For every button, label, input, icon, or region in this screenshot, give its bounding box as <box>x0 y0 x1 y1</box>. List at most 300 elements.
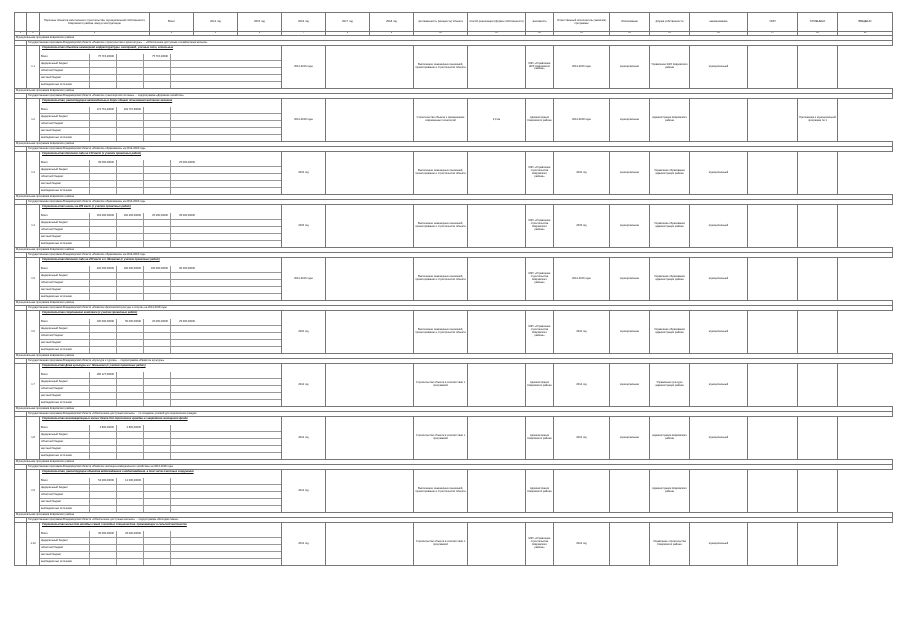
financing-value <box>143 393 170 399</box>
header-cell: наименование <box>690 13 748 32</box>
financing-value: 90 000,00000 <box>170 266 197 272</box>
financing-row <box>40 545 281 552</box>
financing-value <box>170 499 197 505</box>
table-header-row <box>15 13 893 32</box>
financing-value: 172 761,20000 <box>89 107 116 113</box>
header-cell: 2017 год <box>326 13 370 32</box>
financing-value <box>143 174 170 180</box>
financing-value <box>116 393 143 399</box>
row-index: 1.3 <box>27 152 40 195</box>
financing-row <box>40 135 281 141</box>
financing-value: 50 000,00000 <box>116 319 143 325</box>
financing-value: 25 000,00000 <box>170 160 197 166</box>
name-cell: Управление образования администрации района <box>650 258 690 301</box>
financing-value <box>143 333 170 339</box>
object-block <box>40 523 282 566</box>
financing-value <box>170 280 197 286</box>
column-number: 10 <box>414 32 468 36</box>
year-cell: 2014-2016 годы <box>282 46 326 89</box>
capacity-cell <box>468 470 526 513</box>
financing-value <box>170 227 197 233</box>
object-title: Строительство спортивного комплекса (с учетом проектных работ) <box>42 311 138 314</box>
basis-cell: 2014 год <box>554 523 610 566</box>
financing-value <box>170 400 197 406</box>
financing-value <box>89 227 116 233</box>
financing-value <box>116 54 143 60</box>
financing-value <box>116 167 143 173</box>
empty-cell <box>748 523 798 566</box>
name-cell: Администрация Ковровского района <box>650 99 690 142</box>
financing-row <box>40 485 281 492</box>
empty-cell <box>326 523 414 566</box>
financing-row <box>40 287 281 294</box>
financing-value <box>89 439 116 445</box>
header-cell: способ реализации (форма собственности) <box>468 13 526 32</box>
row-index: 1.2 <box>27 99 40 142</box>
object-row <box>15 311 893 354</box>
header-cell: протяженность (мощность) объекта <box>414 13 468 32</box>
name-cell: Управление культуры администрации района <box>650 364 690 407</box>
financing-value <box>116 75 143 81</box>
financing-value <box>170 425 197 431</box>
year-cell: 2014 год <box>282 364 326 407</box>
header-cell: форма собственности <box>650 13 690 32</box>
financing-value <box>89 241 116 247</box>
financing-value <box>116 499 143 505</box>
object-block <box>40 152 282 195</box>
financing-row <box>40 432 281 439</box>
financing-source: Всего <box>41 213 48 217</box>
financing-source: местный бюджет <box>41 552 62 556</box>
financing-row <box>40 121 281 128</box>
financing-source: областной бюджет <box>41 68 64 72</box>
document-sheet <box>14 12 892 620</box>
financing-value <box>116 400 143 406</box>
program-label: Государственная программа Владимирской области «Развитие образования» на 2014-2018 годы <box>27 147 893 152</box>
column-number: 1 <box>15 32 27 36</box>
empty-cell <box>326 258 414 301</box>
object-row <box>15 523 893 566</box>
financing-value <box>143 400 170 406</box>
financing-value <box>116 82 143 88</box>
financing-value <box>170 287 197 293</box>
financing-value <box>116 234 143 240</box>
header-cell: СМП <box>748 13 798 32</box>
capacity-cell <box>468 258 526 301</box>
financing-value <box>89 453 116 459</box>
method-cell: Строительство объекта в соответствии с программой <box>414 417 468 460</box>
financing-source: федеральный бюджет <box>41 326 68 330</box>
financing-value <box>116 340 143 346</box>
financing-source: Всего <box>41 54 48 58</box>
blank-cell <box>15 417 27 460</box>
financing-row <box>40 294 281 300</box>
row-index: 1.8 <box>27 417 40 460</box>
owner-cell: муниципальная <box>610 205 650 248</box>
capacity-cell <box>468 523 526 566</box>
column-number: 9 <box>370 32 414 36</box>
financing-source: федеральный бюджет <box>41 432 68 436</box>
financing-value <box>89 234 116 240</box>
financing-value <box>170 273 197 279</box>
object-title: Строительство детского сада на 140 мест (с учетом проектных работ) <box>42 152 142 155</box>
extra-cell <box>798 311 838 354</box>
empty-cell <box>748 470 798 513</box>
object-title: Строительство, реконструкция автомобильных дорог общего пользования местного значения <box>42 99 173 102</box>
financing-source: Всего <box>41 319 48 323</box>
basis-cell: 2016 год <box>554 152 610 195</box>
blank-cell <box>15 470 27 513</box>
header-cell: Ответственный исполнитель (заказчик) программы <box>554 13 610 32</box>
header-cell: 2018 год <box>370 13 414 32</box>
basis-cell: 2016 год <box>554 311 610 354</box>
capacity-cell <box>468 46 526 89</box>
financing-value: 163 000,00000 <box>89 213 116 219</box>
financing-value <box>89 135 116 141</box>
financing-value <box>89 538 116 544</box>
financing-source: внебюджетные источники <box>41 400 72 404</box>
financing-row <box>40 107 281 114</box>
blank-cell <box>15 205 27 248</box>
financing-value <box>89 545 116 551</box>
basis-cell: 2014-2018 годы <box>554 99 610 142</box>
extra-cell <box>798 470 838 513</box>
column-number: 5 <box>194 32 238 36</box>
financing-value <box>143 188 170 194</box>
capacity-cell <box>468 364 526 407</box>
financing-row <box>40 167 281 174</box>
financing-row <box>40 128 281 135</box>
financing-row <box>40 559 281 565</box>
financing-row <box>40 372 281 379</box>
financing-value <box>89 326 116 332</box>
blank-cell <box>15 523 27 566</box>
financing-source: областной бюджет <box>41 545 64 549</box>
financing-value <box>143 439 170 445</box>
financing-value <box>116 174 143 180</box>
financing-row <box>40 400 281 406</box>
smp-cell: муниципальный <box>690 311 748 354</box>
financing-value <box>143 531 170 537</box>
executor-cell: Администрация Ковровского района <box>526 417 554 460</box>
financing-value <box>116 294 143 300</box>
object-row <box>15 46 893 89</box>
program-label: Государственная программа Владимирской области «Развитие транспортной системы» ... подпрограмма «Дорожное хозяйство» <box>27 94 893 99</box>
financing-value <box>170 538 197 544</box>
capacity-cell <box>468 152 526 195</box>
capital-construction-table <box>14 12 893 566</box>
financing-value <box>89 446 116 452</box>
financing-source: областной бюджет <box>41 492 64 496</box>
financing-source: областной бюджет <box>41 386 64 390</box>
financing-value <box>143 425 170 431</box>
financing-value: 25 000,00000 <box>170 319 197 325</box>
financing-value <box>143 220 170 226</box>
financing-value <box>143 446 170 452</box>
financing-value <box>116 372 143 378</box>
section-label: Муниципальная программа Ковровского района <box>15 89 893 94</box>
financing-value: 4 800,00000 <box>89 425 116 431</box>
financing-value <box>116 181 143 187</box>
capacity-cell: 2,0 км <box>468 99 526 142</box>
program-label: Государственная программа Владимирской области «Развитие образования» на 2014-2018 годы <box>27 200 893 205</box>
method-cell: Строительство объекта в соответствии с программой <box>414 523 468 566</box>
financing-value <box>116 485 143 491</box>
financing-value <box>116 68 143 74</box>
financing-value <box>116 326 143 332</box>
financing-row <box>40 538 281 545</box>
name-cell: Управление строительства Ковровского района <box>650 523 690 566</box>
column-number: 17 <box>748 32 798 36</box>
financing-value <box>116 439 143 445</box>
financing-value <box>143 545 170 551</box>
financing-value <box>170 135 197 141</box>
financing-value <box>89 174 116 180</box>
financing-value <box>143 128 170 134</box>
financing-value <box>89 552 116 558</box>
financing-value: 4 800,00000 <box>116 425 143 431</box>
empty-cell <box>326 470 414 513</box>
object-title: Строительство, реконструкция объектов водоснабжения и водоотведения, в том числе очистных сооружений <box>42 470 194 473</box>
method-cell: Строительство объекта в соответствии с программой <box>414 364 468 407</box>
financing-source: внебюджетные источники <box>41 294 72 298</box>
header-cell: 2014 год <box>194 13 238 32</box>
financing-value <box>170 121 197 127</box>
financing-value <box>143 379 170 385</box>
basis-cell: 2014-2016 годы <box>554 46 610 89</box>
financing-value: 52 000,00000 <box>89 478 116 484</box>
program-label: Государственная программа Владимирской области «Обеспечение доступным жильем» ... подпрограмма «Молодая семья» <box>27 518 893 523</box>
financing-value <box>143 121 170 127</box>
financing-row <box>40 174 281 181</box>
smp-cell <box>690 470 748 513</box>
financing-value <box>170 492 197 498</box>
header-cell: ВВЕДЕНО <box>838 13 893 32</box>
basis-cell: 2014 год <box>554 417 610 460</box>
financing-value <box>143 160 170 166</box>
executor-cell: МКУ «Управление строительства Ковровского района» <box>526 205 554 248</box>
financing-value <box>170 485 197 491</box>
financing-value <box>143 478 170 484</box>
header-cell: Перечень объектов капитального строительства, муниципальной собственности Ковровского района, ввод в эксплуатацию <box>40 13 150 32</box>
financing-row <box>40 280 281 287</box>
financing-value <box>170 432 197 438</box>
extra-cell <box>798 258 838 301</box>
financing-value <box>170 453 197 459</box>
financing-source: федеральный бюджет <box>41 379 68 383</box>
financing-row <box>40 446 281 453</box>
financing-source: Всего <box>41 531 48 535</box>
financing-value: 75 715,20000 <box>143 54 170 60</box>
financing-value <box>143 340 170 346</box>
empty-cell <box>326 205 414 248</box>
owner-cell: муниципальная <box>610 99 650 142</box>
financing-value: 100 000,00000 <box>143 266 170 272</box>
extra-cell <box>798 205 838 248</box>
executor-cell: МКУ «Управление строительства Ковровского района» <box>526 152 554 195</box>
financing-source: внебюджетные источники <box>41 188 72 192</box>
blank-cell <box>15 258 27 301</box>
method-cell: Выполнение инженерных изысканий, проектирование и строительство объекта <box>414 46 468 89</box>
financing-value <box>143 492 170 498</box>
empty-cell <box>748 417 798 460</box>
financing-value <box>116 280 143 286</box>
extra-cell: Приложение к муниципальной программе № 1 <box>798 99 838 142</box>
financing-row <box>40 499 281 506</box>
object-row <box>15 258 893 301</box>
financing-value <box>143 432 170 438</box>
column-number: 2 <box>27 32 40 36</box>
section-label: Муниципальная программа Ковровского района <box>15 142 893 147</box>
financing-value <box>170 506 197 512</box>
financing-value <box>170 559 197 565</box>
empty-cell <box>326 46 414 89</box>
row-index: 1.6 <box>27 311 40 354</box>
financing-source: федеральный бюджет <box>41 273 68 277</box>
column-number: 19 <box>838 32 893 36</box>
financing-source: внебюджетные источники <box>41 559 72 563</box>
financing-value <box>89 167 116 173</box>
executor-cell: Администрация Ковровского района <box>526 99 554 142</box>
financing-row <box>40 234 281 241</box>
financing-row <box>40 220 281 227</box>
financing-value <box>143 82 170 88</box>
financing-source: местный бюджет <box>41 393 62 397</box>
financing-value <box>89 82 116 88</box>
financing-value <box>170 340 197 346</box>
financing-value <box>170 326 197 332</box>
financing-source: местный бюджет <box>41 128 62 132</box>
financing-row <box>40 241 281 247</box>
financing-value <box>89 432 116 438</box>
financing-value <box>116 333 143 339</box>
financing-value <box>143 552 170 558</box>
financing-value <box>170 372 197 378</box>
year-cell: 2014 год <box>282 417 326 460</box>
financing-value <box>116 287 143 293</box>
object-title: Строительство жилья для молодых семей и молодых специалистов, проживающих в сельской местности <box>42 523 187 526</box>
object-title: Строительство школы на 280 мест (с учетом проектных работ) <box>42 205 131 208</box>
financing-value <box>89 333 116 339</box>
financing-value <box>170 128 197 134</box>
year-cell: 2015 год <box>282 205 326 248</box>
smp-cell: муниципальный <box>690 46 748 89</box>
executor-cell: МКУ «Управление строительства Ковровского района» <box>526 523 554 566</box>
column-number: 15 <box>650 32 690 36</box>
year-cell: 2014-2016 годы <box>282 258 326 301</box>
financing-value <box>143 167 170 173</box>
financing-value <box>170 82 197 88</box>
financing-source: областной бюджет <box>41 280 64 284</box>
financing-source: местный бюджет <box>41 499 62 503</box>
financing-row <box>40 478 281 485</box>
empty-cell <box>326 152 414 195</box>
financing-value <box>116 379 143 385</box>
financing-row <box>40 379 281 386</box>
financing-value <box>170 114 197 120</box>
row-index: 1.5 <box>27 258 40 301</box>
financing-value <box>170 167 197 173</box>
financing-value <box>116 538 143 544</box>
financing-value <box>89 499 116 505</box>
object-row <box>15 205 893 248</box>
empty-cell <box>748 99 798 142</box>
financing-value <box>143 280 170 286</box>
object-title: Строительство объектов инженерной инфраструктуры, газопровод, уличные сети, котельные <box>42 46 174 49</box>
financing-source: федеральный бюджет <box>41 485 68 489</box>
financing-source: Всего <box>41 372 48 376</box>
financing-value <box>170 54 197 60</box>
financing-row <box>40 347 281 353</box>
row-index: 1.7 <box>27 364 40 407</box>
financing-value <box>89 287 116 293</box>
financing-value: 35 000,00000 <box>170 213 197 219</box>
method-cell: Выполнение инженерных изысканий, проектирование и строительство объекта <box>414 311 468 354</box>
financing-value <box>143 61 170 67</box>
program-label: Государственная программа Владимирской области «Культура и туризм» ... подпрограмма «Развитие культуры» <box>27 359 893 364</box>
financing-value <box>116 273 143 279</box>
object-block <box>40 99 282 142</box>
financing-value <box>89 485 116 491</box>
financing-value: 35 000,00000 <box>89 531 116 537</box>
empty-cell <box>748 311 798 354</box>
financing-row <box>40 393 281 400</box>
financing-value <box>116 114 143 120</box>
object-title: Строительство Дома культуры в с. Малыгино (с учетом проектных работ) <box>42 364 146 367</box>
row-index: 1.4 <box>27 205 40 248</box>
year-cell: 2014-2018 годы <box>282 99 326 142</box>
financing-value <box>143 227 170 233</box>
basis-cell: 2015 год <box>554 205 610 248</box>
section-label: Муниципальная программа Ковровского района <box>15 354 893 359</box>
smp-cell: муниципальный <box>690 258 748 301</box>
empty-cell <box>326 311 414 354</box>
name-cell: Управление образования администрации района <box>650 205 690 248</box>
financing-value <box>116 220 143 226</box>
program-label: Государственная программа Владимирской области «Развитие физической культуры и спорта» на 2014-2018 годы <box>27 306 893 311</box>
object-block <box>40 470 282 513</box>
financing-row <box>40 453 281 459</box>
object-block <box>40 311 282 354</box>
financing-value <box>170 181 197 187</box>
financing-value <box>143 559 170 565</box>
financing-value <box>170 446 197 452</box>
object-title: Строительство детского сада на 220 мест в п. Мелехово (с учетом проектных работ) <box>42 258 160 261</box>
financing-source: Всего <box>41 266 48 270</box>
financing-value <box>170 220 197 226</box>
financing-value <box>170 241 197 247</box>
financing-value <box>89 68 116 74</box>
financing-source: местный бюджет <box>41 446 62 450</box>
financing-value <box>116 386 143 392</box>
method-cell: Выполнение инженерных изысканий, проектирование и строительство объекта <box>414 205 468 248</box>
financing-source: внебюджетные источники <box>41 506 72 510</box>
financing-value <box>89 220 116 226</box>
owner-cell: муниципальная <box>610 46 650 89</box>
financing-value <box>116 492 143 498</box>
financing-row <box>40 188 281 194</box>
executor-cell: МКУ «Управление строительства Ковровского района» <box>526 311 554 354</box>
financing-value <box>116 506 143 512</box>
executor-cell: МКУ «Управление ЖКХ Ковровского района» <box>526 46 554 89</box>
financing-value <box>116 121 143 127</box>
financing-value: 25 000,00000 <box>143 213 170 219</box>
financing-source: федеральный бюджет <box>41 167 68 171</box>
financing-value <box>143 372 170 378</box>
object-block <box>40 258 282 301</box>
financing-value: 180 127,60000 <box>89 372 116 378</box>
capacity-cell <box>468 311 526 354</box>
